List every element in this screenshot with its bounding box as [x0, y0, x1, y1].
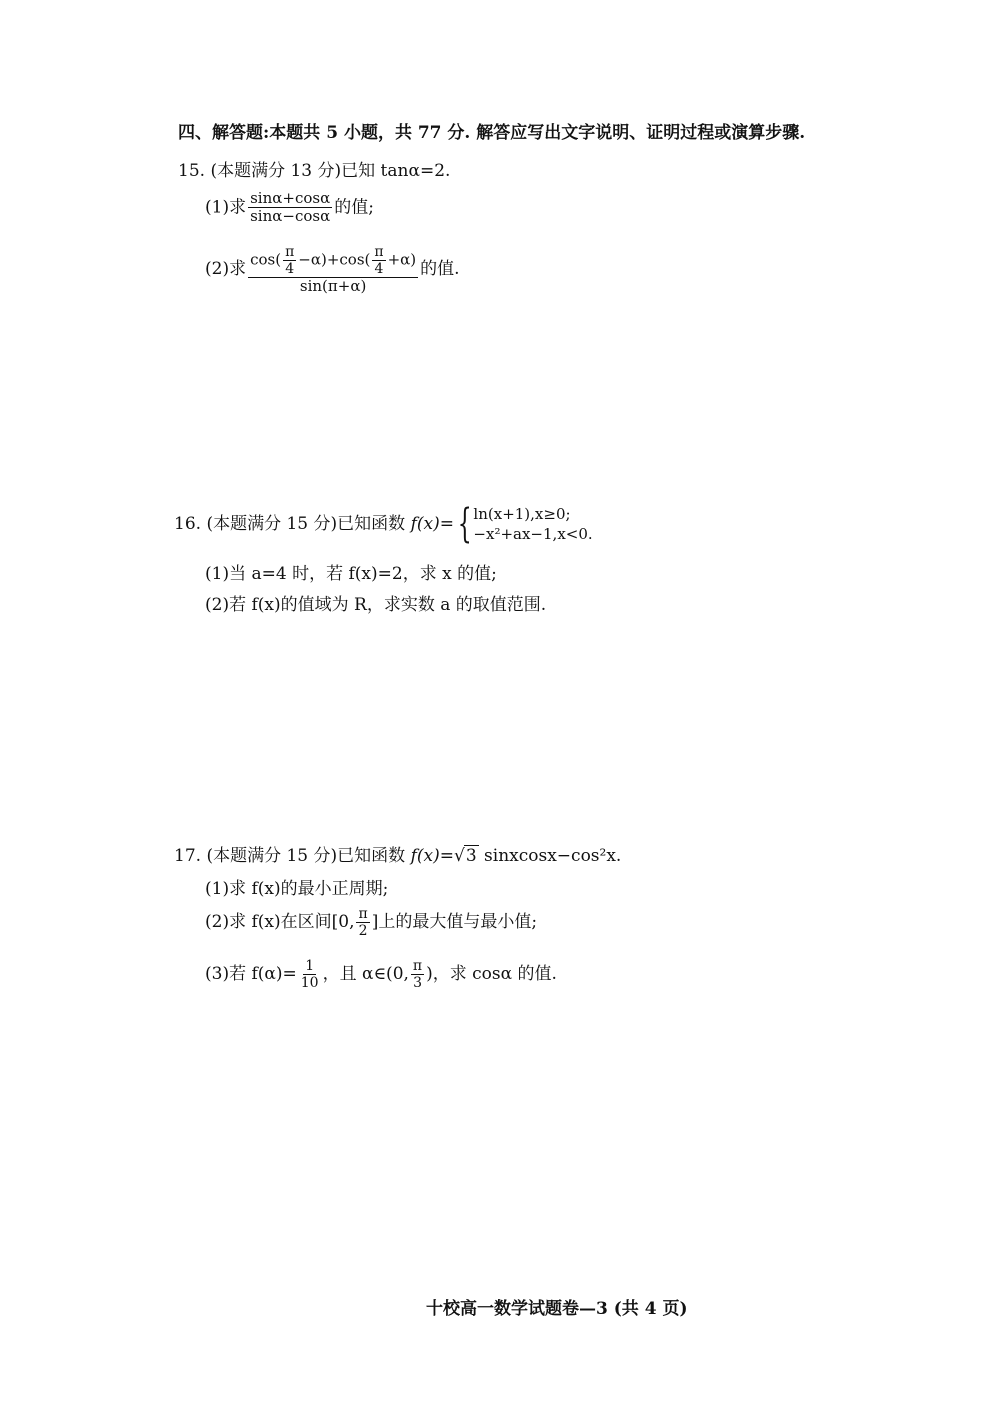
pi: π	[374, 244, 384, 260]
cos-mid: −α)+cos(	[298, 250, 371, 269]
question-17-part-2	[205, 906, 537, 939]
question-number: 17.	[174, 846, 202, 866]
expression-tail: sinxcosx−cos²x.	[478, 846, 622, 866]
fraction	[248, 244, 418, 295]
section-header: 四、解答题:本题共 5 小题，共 77 分. 解答应写出文字说明、证明过程或演算步骤.	[178, 123, 806, 143]
piecewise-cases	[473, 504, 592, 545]
page-footer: 十校高一数学试题卷—3 (共 4 页)	[426, 1299, 688, 1319]
numerator: π	[358, 906, 368, 922]
function-name: f(x)=	[410, 513, 454, 534]
pi: π	[285, 244, 295, 260]
denominator: sinα−cosα	[250, 207, 331, 226]
numerator: 1	[305, 958, 315, 974]
question-prefix: (本题满分 15 分)已知函数	[206, 846, 406, 866]
part-label: (2)求	[205, 259, 247, 280]
pi-over-4	[283, 244, 296, 277]
part-text: (3)若 f(α)=	[205, 964, 297, 985]
question-number: 15.	[178, 161, 206, 181]
four: 4	[374, 261, 384, 278]
question-17-part-3	[205, 958, 557, 991]
denominator: sin(π+α)	[299, 277, 367, 296]
denominator: 3	[413, 975, 422, 992]
denominator: 2	[358, 923, 368, 940]
radicand: 3	[465, 846, 477, 866]
question-16-part-2: (2)若 f(x)的值域为 R，求实数 a 的取值范围.	[205, 595, 547, 615]
question-15-part-2	[205, 244, 460, 295]
square-root: √3	[453, 846, 477, 866]
fraction	[248, 190, 332, 226]
cos-close: +α)	[387, 250, 417, 269]
denominator: 10	[300, 975, 319, 992]
question-prefix: (本题满分 13 分)已知 tanα=2.	[210, 161, 451, 181]
numerator: sinα+cosα	[250, 189, 331, 207]
cos-open: cos(	[250, 250, 282, 269]
piecewise-brace: {	[457, 501, 472, 548]
question-15-part-1	[205, 190, 374, 226]
part-text: (2)求 f(x)在区间[0,	[205, 912, 355, 933]
case-2: −x²+ax−1,x<0.	[473, 525, 593, 544]
one-over-ten	[299, 958, 321, 991]
case-1: ln(x+1),x≥0;	[473, 505, 571, 523]
question-15-header	[178, 156, 450, 181]
question-prefix: (本题满分 15 分)已知函数	[206, 513, 406, 534]
question-16-part-1: (1)当 a=4 时，若 f(x)=2，求 x 的值;	[205, 564, 497, 584]
function-name: f(x)=	[410, 846, 454, 866]
four: 4	[285, 261, 295, 278]
question-17-part-1: (1)求 f(x)的最小正周期;	[205, 879, 389, 899]
numerator	[248, 244, 418, 278]
part-tail: 的值;	[334, 197, 374, 218]
part-text: ，且 α∈(0,	[322, 964, 409, 985]
pi-over-2	[356, 906, 369, 939]
part-label: (1)求	[205, 197, 247, 218]
numerator: π	[412, 958, 423, 974]
pi-over-4	[372, 244, 385, 277]
question-16-header	[174, 501, 593, 548]
pi-over-3	[411, 958, 424, 991]
part-text: )，求 cosα 的值.	[426, 964, 557, 985]
question-number: 16.	[174, 513, 202, 534]
part-text: ]上的最大值与最小值;	[371, 912, 538, 933]
question-17-header	[174, 841, 621, 866]
part-tail: 的值.	[420, 259, 460, 280]
